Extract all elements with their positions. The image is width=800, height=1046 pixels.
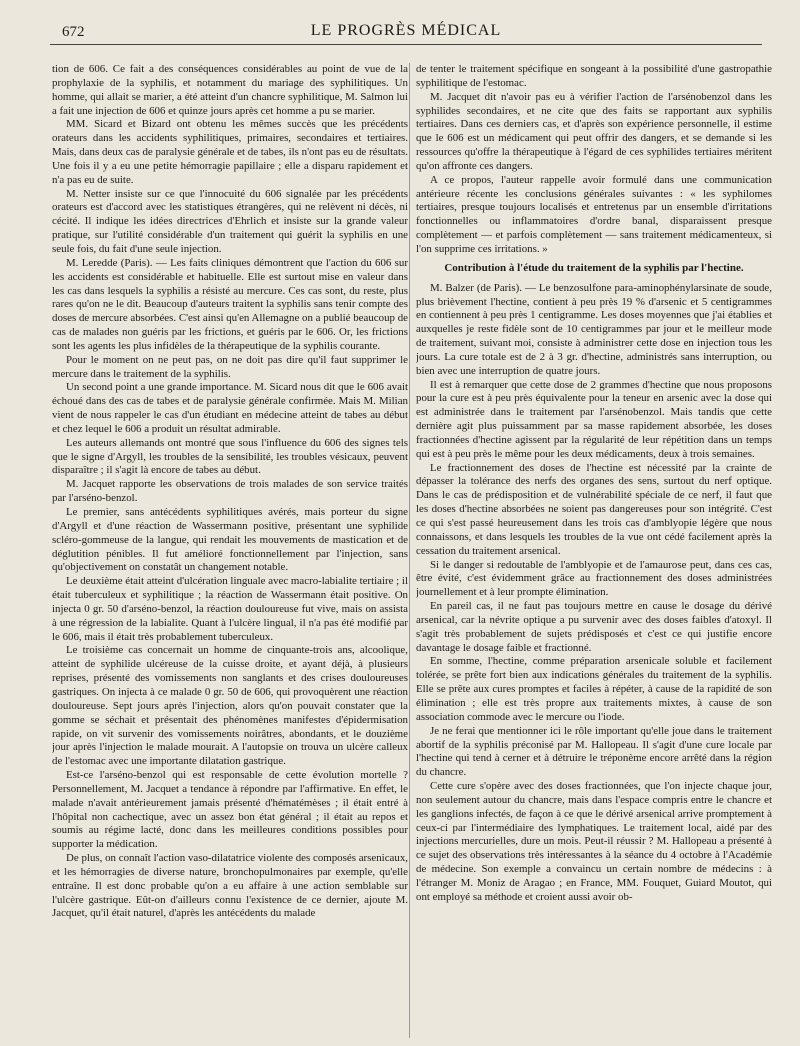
section-title: Contribution à l'étude du traitement de la syphilis par l'hectine. (444, 261, 744, 274)
paragraph: Les auteurs allemands ont montré que sous l'influence du 606 des signes tels que le signe d'Argyll, les troubles de la sensibilité, les troubles vésicaux, peuvent disparaître ; il s'agit là encore de tabes au début. (52, 436, 408, 477)
page-header (50, 10, 762, 45)
paragraph: M. Balzer (de Paris). — Le benzosulfone para-aminophénylarsinate de soude, plus brièvement l'hectine, contient à peu près 19 % d'arsenic et 5 centigrammes en contiennent à peu près 1 centigramme. Les doses moyennes que j'ai établies et auxquelles je reste fidèle sont de 10 centigrammes par jour et le meilleur mode de traitement, suivant moi, consiste à administrer cette dose en injection tous les jours. La cure totale est de 2 à 3 gr. d'hectine, administrés sans interruption, ou bien avec une interruption de quatre jours. (416, 281, 772, 377)
paragraph: En somme, l'hectine, comme préparation arsenicale soluble et facilement tolérée, se prête fort bien aux indications générales du traitement de la syphilis. Elle se prête aux cures promptes et faciles à répéter, à cause de la rapidité de son élimination ; elle est très propre aux traitements mixtes, à cause de son association commode avec le mercure ou l'iode. (416, 655, 772, 723)
paragraph: Si le danger si redoutable de l'amblyopie et de l'amaurose peut, dans ces cas, être évité, c'est évidemment grâce au fractionnement des doses administrées journellement et à leur prompte élimination. (416, 558, 772, 599)
paragraph: En pareil cas, il ne faut pas toujours mettre en cause le dosage du dérivé arsenical, car la névrite optique a pu survenir avec des doses faibles d'atoxyl. Il s'agit très probablement de sujets prédisposés et c'est ce qui justifie encore davantage le dosage faible et fractionné. (416, 600, 772, 654)
paragraph: A ce propos, l'auteur rappelle avoir formulé dans une communication antérieure récente les conclusions générales suivantes : « les syphilomes tertiaires, presque toujours localisés et entretenus par un ensemble d'irritations fonctionnelles ou inflammatoires d'ordre banal, disparaissent presque complètement — et parfois complètement — sans traitement médicamenteux, si l'on supprime ces irritations. » (416, 173, 772, 255)
paragraph: Est-ce l'arséno-benzol qui est responsable de cette évolution mortelle ? Personnellement, M. Jacquet a tendance à répondre par l'affirmative. En effet, le malade n'avait antérieurement jamais présenté d'hématémèses ; il était entré à l'hôpital non cachectique, avec un assez bon état général ; il était au repos et soumis au régime lacté, donc dans les meilleures conditions possibles pour supporter la médication. (52, 769, 408, 851)
paragraph: MM. Sicard et Bizard ont obtenu les mêmes succès que les précédents orateurs dans les accidents syphilitiques, primaires, secondaires et tertiaires. Mais, dans deux cas de paralysie générale et de tabes, ils n'ont pas eu de résultats. Une fois il y a eu une petite hémorragie papillaire ; elle a disparu rapidement et n'a pas eu de suite. (52, 118, 408, 186)
paragraph: M. Jacquet rapporte les observations de trois malades de son service traités par l'arséno-benzol. (52, 478, 408, 505)
paragraph: De plus, on connaît l'action vaso-dilatatrice violente des composés arsenicaux, et les hémorragies de diverse nature, bronchopulmonaires par exemple, qu'elle entraîne. Il est donc probable qu'on a eu affaire à une action semblable sur l'ulcère gastrique. Eût-on d'ailleurs connu l'existence de ce dernier, ajoute M. Jacquet, qu'il était naturel, d'après les antécédents du malade (52, 852, 408, 920)
paragraph: Pour le moment on ne peut pas, on ne doit pas dire qu'il faut supprimer le mercure dans le traitement de la syphilis. (52, 353, 408, 380)
paragraph: M. Leredde (Paris). — Les faits cliniques démontrent que l'action du 606 sur les accidents est considérable et habituelle. Elle est surtout mise en valeur dans les cas dans lesquels la syphilis a résisté au mercure. Ces cas sont, du reste, plus rares qu'on ne le dit. Beaucoup d'auteurs traitent la syphilis sans tenir compte des doses de mercure absorbées. C'est ainsi qu'en Allemagne on a publié beaucoup de cas de malades non guéris par les frictions, et guéris par le 606. Or, les frictions sont les agents les plus infidèles de la thérapeutique de la syphilis courante. (52, 256, 408, 352)
paragraph: de tenter le traitement spécifique en songeant à la possibilité d'une gastropathie syphilitique de l'estomac. (416, 63, 772, 89)
page-number: 672 (62, 24, 85, 40)
paragraph: Je ne ferai que mentionner ici le rôle important qu'elle joue dans le traitement abortif de la syphilis préconisé par M. Hallopeau. Il s'agit d'une cure locale par l'hectine qui tend à cerner et à détruire le tréponème encore arrêté dans la région du chancre. (416, 724, 772, 779)
left-column (52, 63, 408, 1038)
paragraph: Le troisième cas concernait un homme de cinquante-trois ans, alcoolique, atteint de syphilide ulcéreuse de la cuisse droite, et ayant déjà, à plusieurs reprises, présenté des vomissements non sanglants et des crises douloureuses gastriques. On injecta à ce malade 0 gr. 50 de 606, qui provoquèrent une réaction douloureuse. Sept jours après l'injection, alors qu'on pouvait constater que la gomme se séchait et présentait des phénomènes manifestes d'épidermisation rapide, on vit survenir des vomissements noirâtres, abondants, et le douzième jour après l'injection le malade mourait. A l'autopsie on trouva un ulcère calleux de l'estomac avec une importante dilatation gastrique. (52, 644, 408, 768)
column-divider (409, 63, 410, 1038)
paragraph: Un second point a une grande importance. M. Sicard nous dit que le 606 avait échoué dans des cas de tabes et de paralysie générale confirmée. Mais M. Milian vient de nous rappeler le cas d'un étudiant en médecine atteint de tabes au début et chez lequel le 606 a produit un résultat admirable. (52, 381, 408, 435)
paragraph: Le fractionnement des doses de l'hectine est nécessité par la crainte de dépasser la tolérance des nerfs des organes des sens, surtout du nerf optique. Dans le cas de prédisposition et de vulnérabilité spéciale de ce nerf, il faut que les doses d'hectine absorbées ne soient pas dangereuses pour son intégrité. C'est ce qui s'est passé heureusement dans les trois cas d'amblyopie légère que nous connaissons, et dans lesquels les troubles de la vue ont cédé facilement après la cessation du traitement arsenical. (416, 461, 772, 557)
paragraph: Il est à remarquer que cette dose de 2 grammes d'hectine que nous proposons pour la cure est à peu près équivalente pour la teneur en arsenic avec la dose qui est administrée dans le traitement par l'arsénobenzol. Mais tandis que cette dernière agit plus puissamment par sa masse rapidement absorbée, les doses fractionnées d'hectine agissent par la régularité de leur répétition dans un temps qui est à peu près le même pour les deux médicaments, deux à trois semaines. (416, 378, 772, 460)
paragraph: M. Netter insiste sur ce que l'innocuité du 606 signalée par les précédents orateurs est d'accord avec les statistiques étrangères, qui ne relèvent ni décès, ni cécité. Il indique les idées directrices d'Ehrlich et insiste sur la grande valeur pratique, sur l'utilité considérable d'un traitement qui guérit la syphilis en une seule fois, du fait d'une seule injection. (52, 187, 408, 255)
paragraph: tion de 606. Ce fait a des conséquences considérables au point de vue de la prophylaxie de la syphilis, et notamment du mariage des syphilitiques. Un homme, qui allait se marier, a été atteint d'un chancre syphilitique, M. Salmon lui a fait une injection de 606 et quinze jours après cet homme a pu se marier. (52, 63, 408, 117)
paragraph: Le premier, sans antécédents syphilitiques avérés, mais porteur du signe d'Argyll et d'une réaction de Wassermann positive, présentant une syphilide scléro-gommeuse de la langue, qui rendait les mouvements de mastication et de déglutition pénibles. Il fut amélioré fonctionnellement par l'injection, sans qu'objectivement on constatât un changement notable. (52, 506, 408, 574)
journal-title: LE PROGRÈS MÉDICAL (310, 22, 502, 39)
paragraph: Le deuxième était atteint d'ulcération linguale avec macro-labialite tertiaire ; il était tuberculeux et syphilitique ; la réaction de Wassermann était positive. On injecta 0 gr. 50 d'arséno-benzol, la réaction douloureuse fut vive, mais on assista à une régression de la labialite. Quant à l'ulcère lingual, il n'a pas été modifié par le 606, mais il était très probablement tuberculeux. (52, 575, 408, 643)
right-column (416, 63, 772, 1038)
paragraph: Cette cure s'opère avec des doses fractionnées, que l'on injecte chaque jour, non seulement autour du chancre, mais dans l'espace compris entre le chancre et les ganglions infectés, de façon à ce que le dérivé arsenical arrive promptement à ceux-ci par l'intermédiaire des lymphatiques. Le traitement local, aidé par des injections mercurielles, dure un mois. Peut-il réussir ? M. Hallopeau a présenté à ce sujet des observations très intéressantes à la séance du 4 octobre à l'Académie de médecine. Son exemple a convaincu un certain nombre de médecins : à l'étranger M. Moniz de Aragao ; en France, MM. Fouquet, Guiard Moutot, qui ont employé sa méthode et croient aussi avoir ob- (416, 780, 772, 903)
paragraph: M. Jacquet dit n'avoir pas eu à vérifier l'action de l'arsénobenzol dans les syphilides secondaires, et ne cite que des faits se rapportant aux syphilis tertiaires. Dans ces derniers cas, et d'après son expérience personnelle, il estime que le 606 est un médicament qui peut offrir des dangers, et se demande si les ressources qu'offre la thérapeutique à l'égard de ces syphilides tertiaires méritent qu'on affronte ces dangers. (416, 90, 772, 172)
